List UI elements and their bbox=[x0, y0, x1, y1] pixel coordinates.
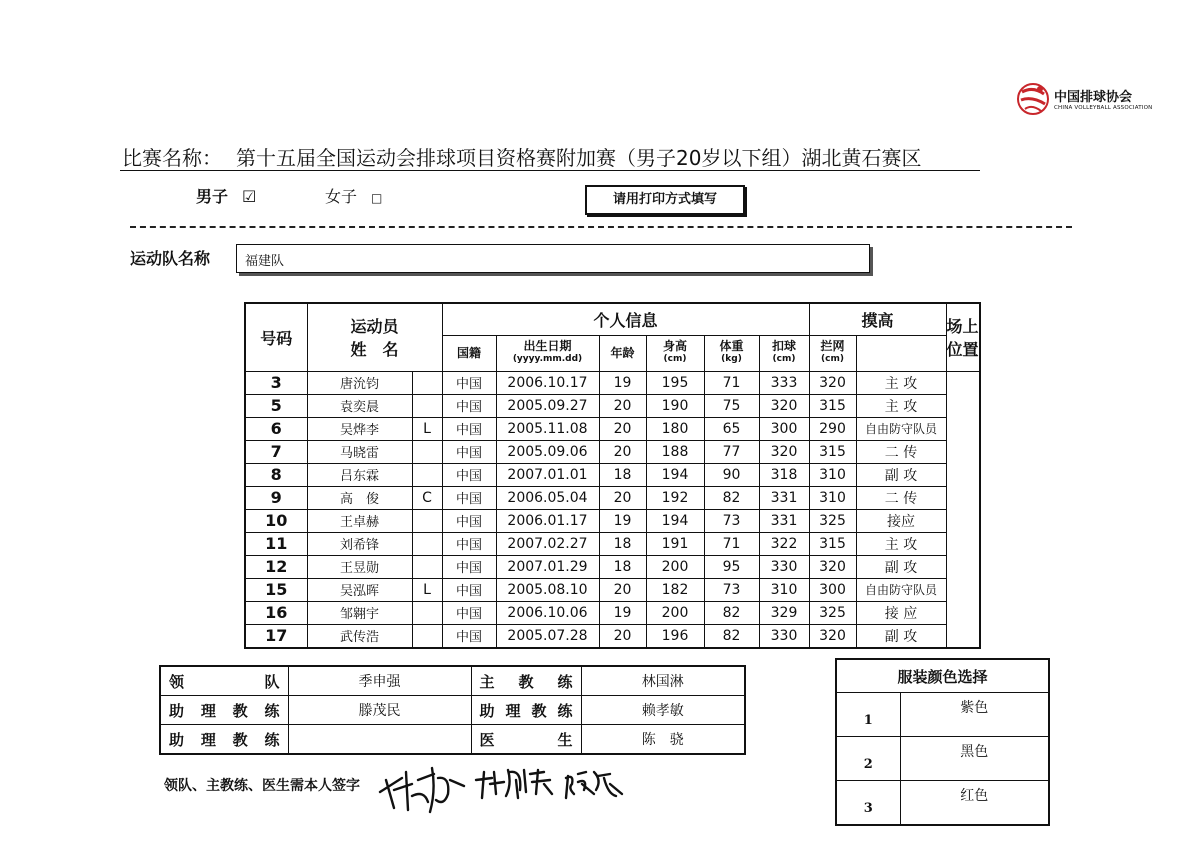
roster-cell-spike: 318 bbox=[759, 463, 809, 486]
roster-cell-spike: 331 bbox=[759, 509, 809, 532]
roster-cell-role: L bbox=[412, 578, 442, 601]
header-athlete-line2: 姓 名 bbox=[350, 340, 399, 360]
signature-doctor bbox=[566, 772, 622, 798]
roster-cell-name: 唐沇钧 bbox=[307, 371, 412, 394]
team-name-value: 福建队 bbox=[245, 254, 285, 269]
roster-cell-num: 3 bbox=[245, 371, 307, 394]
roster-cell-pos: 主 攻 bbox=[856, 371, 946, 394]
roster-row bbox=[245, 486, 980, 509]
roster-cell-pos: 副 攻 bbox=[856, 555, 946, 578]
roster-row bbox=[245, 417, 980, 440]
roster-cell-name: 吴烨李 bbox=[307, 417, 412, 440]
roster-cell-block: 315 bbox=[809, 440, 856, 463]
roster-cell-name: 邹翱宇 bbox=[307, 601, 412, 624]
uniform-body bbox=[836, 659, 1049, 825]
header-weight bbox=[704, 335, 759, 371]
header-position-line1: 场上 bbox=[946, 317, 979, 337]
uniform-row bbox=[836, 781, 1049, 826]
staff-role-left bbox=[160, 666, 288, 696]
competition-label: 比赛名称： bbox=[122, 146, 222, 170]
competition-title bbox=[122, 142, 921, 171]
header-athlete-line1: 运动员 bbox=[350, 317, 399, 337]
roster-cell-num: 15 bbox=[245, 578, 307, 601]
header-athlete bbox=[307, 303, 442, 371]
staff-role-char: 医 bbox=[479, 730, 495, 749]
roster-row bbox=[245, 440, 980, 463]
dashed-divider bbox=[130, 226, 1072, 228]
roster-cell-num: 10 bbox=[245, 509, 307, 532]
roster-cell-nat: 中国 bbox=[442, 394, 496, 417]
roster-cell-birth: 2005.11.08 bbox=[496, 417, 599, 440]
staff-role-char: 理 bbox=[200, 730, 216, 749]
competition-underline bbox=[120, 170, 980, 171]
roster-cell-pos: 主 攻 bbox=[856, 394, 946, 417]
roster-cell-block: 320 bbox=[809, 555, 856, 578]
roster-cell-age: 20 bbox=[599, 417, 646, 440]
team-name-field[interactable] bbox=[236, 244, 870, 273]
roster-cell-name: 吕东霖 bbox=[307, 463, 412, 486]
staff-role-char: 队 bbox=[264, 672, 280, 691]
staff-role-char: 生 bbox=[557, 730, 573, 749]
roster-cell-role bbox=[412, 371, 442, 394]
roster-cell-block: 290 bbox=[809, 417, 856, 440]
header-height-unit: (cm) bbox=[663, 354, 687, 364]
roster-cell-num: 9 bbox=[245, 486, 307, 509]
roster-cell-name: 马晓雷 bbox=[307, 440, 412, 463]
roster-body bbox=[245, 371, 980, 648]
roster-cell-role bbox=[412, 509, 442, 532]
staff-body bbox=[160, 666, 745, 754]
roster-cell-pos: 接 应 bbox=[856, 601, 946, 624]
roster-cell-spike: 330 bbox=[759, 624, 809, 648]
roster-cell-block: 325 bbox=[809, 509, 856, 532]
staff-role-right bbox=[471, 666, 581, 696]
staff-role-char: 助 bbox=[169, 730, 185, 749]
roster-cell-pos: 副 攻 bbox=[856, 463, 946, 486]
roster-cell-num: 7 bbox=[245, 440, 307, 463]
signature-note: 领队、主教练、医生需本人签字 bbox=[164, 778, 360, 794]
logo-text-cn: 中国排球协会 bbox=[1054, 90, 1133, 105]
header-birth-format: (yyyy.mm.dd) bbox=[512, 354, 583, 364]
staff-name-right: 林国淋 bbox=[581, 666, 745, 696]
roster-cell-pos: 副 攻 bbox=[856, 624, 946, 648]
header-reach: 摸高 bbox=[809, 303, 946, 335]
male-checkbox-checked-icon[interactable]: ☑ bbox=[242, 187, 257, 206]
roster-cell-block: 310 bbox=[809, 463, 856, 486]
roster-cell-age: 20 bbox=[599, 578, 646, 601]
roster-cell-pos: 接应 bbox=[856, 509, 946, 532]
roster-row bbox=[245, 509, 980, 532]
female-label: 女子 bbox=[325, 187, 358, 206]
header-spike bbox=[759, 335, 809, 371]
roster-row bbox=[245, 532, 980, 555]
roster-cell-birth: 2006.10.17 bbox=[496, 371, 599, 394]
roster-cell-pos: 二 传 bbox=[856, 486, 946, 509]
roster-cell-age: 20 bbox=[599, 624, 646, 648]
roster-cell-birth: 2006.05.04 bbox=[496, 486, 599, 509]
roster-cell-height: 188 bbox=[646, 440, 704, 463]
roster-cell-role bbox=[412, 601, 442, 624]
roster-cell-name: 高 俊 bbox=[307, 486, 412, 509]
staff-role-char: 练 bbox=[557, 672, 573, 691]
roster-row bbox=[245, 463, 980, 486]
roster-cell-age: 20 bbox=[599, 486, 646, 509]
roster-cell-name: 袁奕晨 bbox=[307, 394, 412, 417]
staff-name-right: 赖孝敏 bbox=[581, 696, 745, 725]
uniform-color: 黑色 bbox=[900, 737, 1049, 781]
roster-cell-name: 王卓赫 bbox=[307, 509, 412, 532]
signature-leader bbox=[380, 768, 464, 812]
roster-cell-age: 20 bbox=[599, 394, 646, 417]
cva-logo bbox=[1016, 82, 1153, 118]
staff-role-char: 练 bbox=[264, 701, 280, 720]
staff-role-char: 练 bbox=[264, 730, 280, 749]
roster-cell-birth: 2006.10.06 bbox=[496, 601, 599, 624]
roster-cell-block: 325 bbox=[809, 601, 856, 624]
roster-cell-role bbox=[412, 394, 442, 417]
roster-cell-name: 刘希锋 bbox=[307, 532, 412, 555]
staff-name-right: 陈 骁 bbox=[581, 725, 745, 755]
roster-cell-weight: 73 bbox=[704, 509, 759, 532]
staff-role-char: 助 bbox=[479, 701, 495, 720]
roster-cell-weight: 73 bbox=[704, 578, 759, 601]
roster-cell-num: 16 bbox=[245, 601, 307, 624]
roster-cell-spike: 310 bbox=[759, 578, 809, 601]
roster-cell-birth: 2007.02.27 bbox=[496, 532, 599, 555]
roster-cell-age: 19 bbox=[599, 371, 646, 394]
roster-cell-nat: 中国 bbox=[442, 624, 496, 648]
roster-cell-pos: 自由防守队员 bbox=[856, 578, 946, 601]
roster-row bbox=[245, 371, 980, 394]
roster-cell-age: 19 bbox=[599, 509, 646, 532]
roster-cell-weight: 65 bbox=[704, 417, 759, 440]
uniform-row bbox=[836, 737, 1049, 781]
roster-row bbox=[245, 555, 980, 578]
roster-cell-spike: 330 bbox=[759, 555, 809, 578]
header-spike-label: 扣球 bbox=[771, 339, 796, 353]
roster-row bbox=[245, 601, 980, 624]
roster-cell-nat: 中国 bbox=[442, 486, 496, 509]
uniform-row bbox=[836, 693, 1049, 737]
staff-role-char: 练 bbox=[557, 701, 573, 720]
roster-cell-birth: 2005.09.06 bbox=[496, 440, 599, 463]
roster-cell-age: 18 bbox=[599, 555, 646, 578]
header-height bbox=[646, 335, 704, 371]
roster-cell-spike: 320 bbox=[759, 440, 809, 463]
roster-cell-age: 18 bbox=[599, 532, 646, 555]
staff-role-char: 助 bbox=[169, 701, 185, 720]
female-checkbox-icon[interactable]: □ bbox=[371, 191, 383, 205]
roster-cell-num: 5 bbox=[245, 394, 307, 417]
signature-coach bbox=[476, 770, 552, 798]
roster-cell-name: 王昱勋 bbox=[307, 555, 412, 578]
roster-cell-weight: 82 bbox=[704, 624, 759, 648]
roster-cell-nat: 中国 bbox=[442, 601, 496, 624]
header-spike-unit: (cm) bbox=[772, 354, 796, 364]
roster-table bbox=[244, 302, 981, 649]
staff-role-char: 教 bbox=[232, 730, 248, 749]
logo-text-en: CHINA VOLLEYBALL ASSOCIATION bbox=[1054, 105, 1153, 111]
gender-male bbox=[196, 184, 256, 207]
roster-cell-spike: 331 bbox=[759, 486, 809, 509]
roster-cell-weight: 71 bbox=[704, 532, 759, 555]
staff-name-left: 季申强 bbox=[288, 666, 471, 696]
roster-cell-nat: 中国 bbox=[442, 509, 496, 532]
roster-cell-height: 200 bbox=[646, 555, 704, 578]
uniform-color-table bbox=[835, 658, 1050, 826]
roster-cell-role bbox=[412, 555, 442, 578]
roster-cell-height: 192 bbox=[646, 486, 704, 509]
uniform-color: 紫色 bbox=[900, 693, 1049, 737]
roster-cell-height: 196 bbox=[646, 624, 704, 648]
header-weight-label: 体重 bbox=[719, 339, 744, 353]
uniform-color: 红色 bbox=[900, 781, 1049, 826]
roster-cell-weight: 90 bbox=[704, 463, 759, 486]
roster-row bbox=[245, 624, 980, 648]
roster-cell-num: 6 bbox=[245, 417, 307, 440]
roster-cell-birth: 2005.07.28 bbox=[496, 624, 599, 648]
roster-cell-age: 18 bbox=[599, 463, 646, 486]
roster-cell-nat: 中国 bbox=[442, 532, 496, 555]
roster-cell-birth: 2007.01.01 bbox=[496, 463, 599, 486]
roster-cell-num: 8 bbox=[245, 463, 307, 486]
uniform-index: 3 bbox=[836, 781, 900, 826]
roster-cell-birth: 2007.01.29 bbox=[496, 555, 599, 578]
roster-cell-nat: 中国 bbox=[442, 578, 496, 601]
roster-cell-name: 武传浩 bbox=[307, 624, 412, 648]
uniform-index: 1 bbox=[836, 693, 900, 737]
header-birth bbox=[496, 335, 599, 371]
roster-cell-spike: 320 bbox=[759, 394, 809, 417]
print-note: 请用打印方式填写 bbox=[585, 185, 745, 215]
roster-cell-birth: 2005.08.10 bbox=[496, 578, 599, 601]
roster-cell-height: 182 bbox=[646, 578, 704, 601]
gender-female bbox=[325, 184, 382, 207]
competition-name: 第十五届全国运动会排球项目资格赛附加赛（男子20岁以下组）湖北黄石赛区 bbox=[236, 146, 922, 170]
roster-cell-nat: 中国 bbox=[442, 463, 496, 486]
header-block bbox=[809, 335, 856, 371]
roster-cell-birth: 2006.01.17 bbox=[496, 509, 599, 532]
roster-cell-nat: 中国 bbox=[442, 440, 496, 463]
roster-cell-height: 195 bbox=[646, 371, 704, 394]
roster-cell-age: 20 bbox=[599, 440, 646, 463]
roster-cell-spike: 333 bbox=[759, 371, 809, 394]
roster-cell-weight: 82 bbox=[704, 601, 759, 624]
staff-role-left bbox=[160, 696, 288, 725]
roster-cell-age: 19 bbox=[599, 601, 646, 624]
uniform-index: 2 bbox=[836, 737, 900, 781]
roster-cell-pos: 自由防守队员 bbox=[856, 417, 946, 440]
header-age: 年龄 bbox=[599, 335, 646, 371]
staff-role-char: 领 bbox=[169, 672, 185, 691]
roster-cell-height: 191 bbox=[646, 532, 704, 555]
roster-cell-height: 194 bbox=[646, 509, 704, 532]
header-height-label: 身高 bbox=[662, 339, 687, 353]
roster-cell-spike: 322 bbox=[759, 532, 809, 555]
roster-cell-height: 200 bbox=[646, 601, 704, 624]
roster-cell-num: 12 bbox=[245, 555, 307, 578]
header-block-unit: (cm) bbox=[821, 354, 844, 364]
roster-cell-block: 310 bbox=[809, 486, 856, 509]
roster-cell-name: 吴泓晖 bbox=[307, 578, 412, 601]
staff-role-right bbox=[471, 696, 581, 725]
roster-cell-num: 17 bbox=[245, 624, 307, 648]
roster-cell-pos: 二 传 bbox=[856, 440, 946, 463]
header-nationality: 国籍 bbox=[442, 335, 496, 371]
roster-cell-height: 194 bbox=[646, 463, 704, 486]
roster-cell-role bbox=[412, 440, 442, 463]
roster-row bbox=[245, 578, 980, 601]
roster-cell-block: 300 bbox=[809, 578, 856, 601]
roster-cell-pos: 主 攻 bbox=[856, 532, 946, 555]
roster-cell-weight: 77 bbox=[704, 440, 759, 463]
roster-cell-weight: 82 bbox=[704, 486, 759, 509]
header-position bbox=[946, 303, 980, 371]
staff-table bbox=[159, 665, 746, 755]
staff-role-char: 教 bbox=[232, 701, 248, 720]
roster-cell-spike: 329 bbox=[759, 601, 809, 624]
roster-cell-nat: 中国 bbox=[442, 555, 496, 578]
header-number: 号码 bbox=[245, 303, 307, 371]
staff-row bbox=[160, 696, 745, 725]
roster-cell-role bbox=[412, 532, 442, 555]
roster-cell-spike: 300 bbox=[759, 417, 809, 440]
staff-row bbox=[160, 666, 745, 696]
team-label: 运动队名称 bbox=[130, 249, 211, 268]
roster-cell-weight: 75 bbox=[704, 394, 759, 417]
staff-role-char: 主 bbox=[479, 672, 495, 691]
staff-role-left bbox=[160, 725, 288, 755]
roster-cell-role bbox=[412, 624, 442, 648]
roster-cell-weight: 71 bbox=[704, 371, 759, 394]
roster-cell-role: L bbox=[412, 417, 442, 440]
roster-cell-role: C bbox=[412, 486, 442, 509]
roster-cell-weight: 95 bbox=[704, 555, 759, 578]
roster-cell-role bbox=[412, 463, 442, 486]
roster-cell-block: 315 bbox=[809, 394, 856, 417]
roster-row bbox=[245, 394, 980, 417]
roster-cell-block: 320 bbox=[809, 624, 856, 648]
header-birth-label: 出生日期 bbox=[523, 339, 572, 353]
header-position-line2: 位置 bbox=[946, 340, 979, 360]
uniform-title: 服装颜色选择 bbox=[836, 659, 1049, 693]
roster-cell-block: 315 bbox=[809, 532, 856, 555]
header-weight-unit: (kg) bbox=[721, 354, 742, 364]
handwritten-signatures bbox=[372, 750, 672, 820]
roster-cell-nat: 中国 bbox=[442, 371, 496, 394]
male-label: 男子 bbox=[196, 187, 229, 206]
roster-cell-height: 190 bbox=[646, 394, 704, 417]
staff-role-char: 理 bbox=[505, 701, 521, 720]
roster-cell-birth: 2005.09.27 bbox=[496, 394, 599, 417]
roster-cell-block: 320 bbox=[809, 371, 856, 394]
volleyball-logo-icon bbox=[1016, 82, 1050, 116]
header-block-label: 拦网 bbox=[820, 339, 845, 353]
roster-cell-nat: 中国 bbox=[442, 417, 496, 440]
staff-role-char: 教 bbox=[518, 672, 534, 691]
staff-role-char: 教 bbox=[531, 701, 547, 720]
roster-cell-num: 11 bbox=[245, 532, 307, 555]
header-personal-info: 个人信息 bbox=[442, 303, 809, 335]
staff-role-char: 理 bbox=[200, 701, 216, 720]
roster-cell-height: 180 bbox=[646, 417, 704, 440]
staff-name-left: 滕茂民 bbox=[288, 696, 471, 725]
